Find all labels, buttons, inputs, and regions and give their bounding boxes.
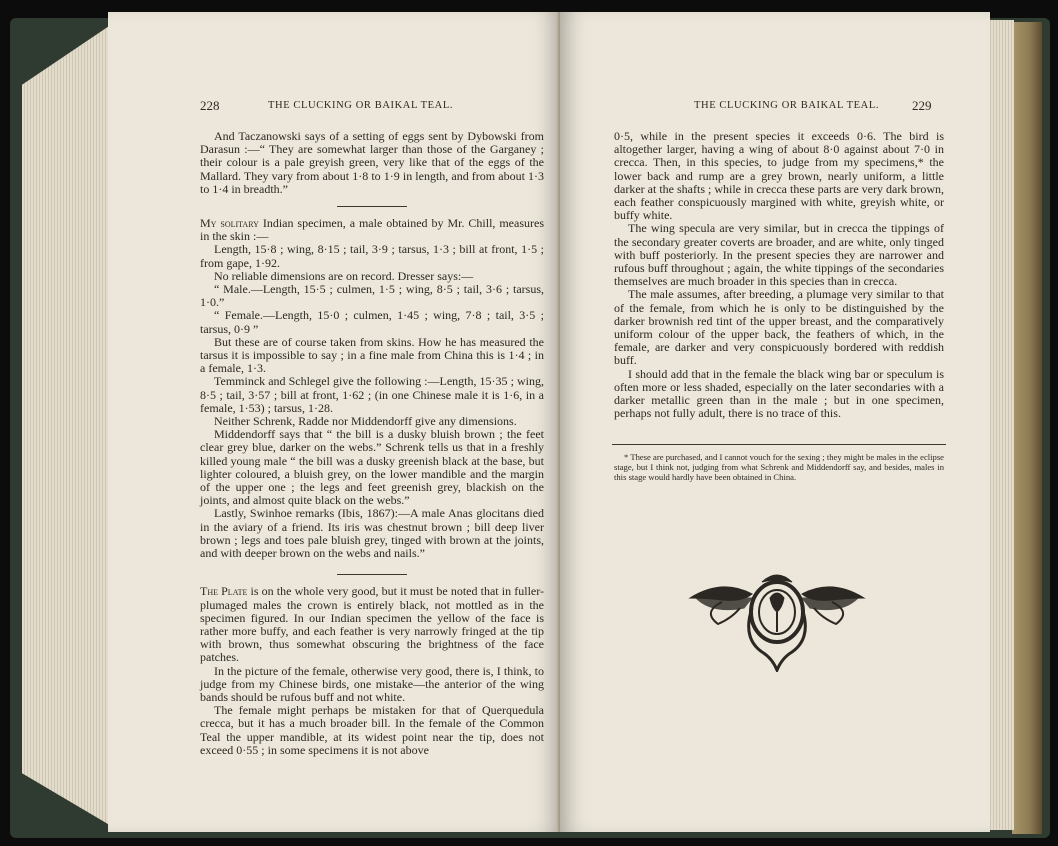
paragraph: Middendorff says that “ the bill is a dusky bluish brown ; the feet clear grey blue, darker on the webs.” Schrenk tells us that in a freshly killed young male “ the bill was a dusky greenish black at the base, but lighter coloured, a bluish grey, on the lower mandible and the margin of the upper one ; the legs and feet greenish grey, blackish on the joints, and almost quite black on the webs.” bbox=[200, 427, 544, 508]
paragraph-text: is on the whole very good, but it must be noted that in fuller-plumaged males the crown is entirely black, not mottled as in the specimen figured. In our Indian specimen the yellow of the face is rather more buffy, and each feather is very narrowly fringed at the tip with brown, thus somewhat obscuring the brightness of the face patches. bbox=[200, 584, 544, 665]
small-caps-lead: The Plate bbox=[200, 584, 248, 599]
paragraph: Temminck and Schlegel give the following :—Length, 15·35 ; wing, 8·5 ; tail, 3·57 ; bill at front, 1·62 ; (in one Chinese male it is 1·6, in a female, 1·53) ; tarsus, 1·28. bbox=[200, 374, 544, 415]
paragraph: I should add that in the female the black wing bar or speculum is often more or less shaded, especially on the later secondaries with a darker metallic green than in the male ; but in one specimen, perhaps not fully adult, there is no trace of this. bbox=[614, 366, 944, 421]
paragraph: “ Female.—Length, 15·0 ; culmen, 1·45 ; wing, 7·8 ; tail, 3·5 ; tarsus, 0·9 ” bbox=[200, 308, 544, 336]
section-rule bbox=[337, 574, 407, 575]
small-caps-lead: My solitary bbox=[200, 216, 259, 231]
page-number: 229 bbox=[912, 98, 932, 113]
paragraph: The male assumes, after breeding, a plumage very similar to that of the female, from which he is only to be distinguished by the darker brownish red tint of the upper breast, and the comparatively uniform colour of the upper back, the feathers of which, in the female, are darker and very conspicuously bordered with reddish buff. bbox=[614, 287, 944, 368]
paragraph: In the picture of the female, otherwise very good, there is, I think, to judge from my Chinese birds, one mistake—the anterior of the wing bands should be rufous buff and not white. bbox=[200, 663, 544, 704]
paragraph: The female might perhaps be mistaken for that of Querquedula crecca, but it has a much broader bill. In the female of the Common Teal the upper mandible, at its widest point near the tip, does not exceed 0·55 ; in some specimens it is not above bbox=[200, 703, 544, 757]
book-spine-edge bbox=[1012, 22, 1042, 834]
section-rule bbox=[337, 206, 407, 207]
paragraph: Length, 15·8 ; wing, 8·15 ; tail, 3·9 ; tarsus, 1·3 ; bill at front, 1·5 ; from gape, 1·92. bbox=[200, 242, 544, 270]
footnote bbox=[614, 452, 944, 482]
paragraph: No reliable dimensions are on record. Dresser says:— bbox=[214, 268, 474, 283]
tailpiece-ornament-icon bbox=[682, 568, 872, 672]
paragraph: Neither Schrenk, Radde nor Middendorff give any dimensions. bbox=[214, 414, 517, 429]
footnote-rule bbox=[612, 444, 946, 445]
right-text-column bbox=[614, 130, 944, 420]
page-edges-left bbox=[22, 20, 118, 830]
running-head: THE CLUCKING OR BAIKAL TEAL. bbox=[268, 100, 454, 111]
paragraph: “ Male.—Length, 15·5 ; culmen, 1·5 ; wing, 8·5 ; tail, 3·6 ; tarsus, 1·0.” bbox=[200, 282, 544, 310]
paragraph-text: Indian specimen, a male obtained by Mr. Chill, measures in the skin :— bbox=[200, 216, 544, 244]
paragraph: But these are of course taken from skins. How he has measured the tarsus it is impossible to say ; in a fine male from China this is 1·4 ; in a female, 1·3. bbox=[200, 334, 544, 376]
left-page bbox=[108, 12, 560, 832]
page-edges-right bbox=[988, 20, 1014, 830]
footnote-text: * These are purchased, and I cannot vouch for the sexing ; they might be males in the eclipse stage, but I think not, judging from what Schrenk and Middendorff say, and besides, males in this stage would hardly have been obtained in China. bbox=[614, 452, 944, 482]
paragraph: Lastly, Swinhoe remarks (Ibis, 1867):—A male Anas glocitans died in the aviary of a friend. Its iris was chestnut brown ; bill deep liver brown ; legs and toes pale bluish grey, tinged with brown at the joints, and with deeper brown on the webs and nails.” bbox=[200, 506, 544, 561]
paragraph: The wing specula are very similar, but in crecca the tippings of the secondary greater coverts are broader, and are white, only tinged with buff posteriorly. In the present species they are narrower and rufous buff throughout ; again, the white tippings of the secondaries themselves are much broader in this species than in crecca. bbox=[614, 221, 944, 289]
left-text-column bbox=[200, 130, 544, 757]
paragraph bbox=[200, 585, 544, 664]
page-number: 228 bbox=[200, 98, 220, 113]
paragraph: And Taczanowski says of a setting of eggs sent by Dybowski from Darasun :—“ They are somewhat larger than those of the Garganey ; their colour is a pale greyish green, very like that of the eggs of the Mallard. They vary from about 1·8 to 1·9 in length, and from about 1·3 to 1·4 in breadth.” bbox=[200, 129, 544, 196]
paragraph bbox=[200, 217, 544, 243]
paragraph: 0·5, while in the present species it exceeds 0·6. The bird is altogether larger, having a wing of about 8·0 against about 7·0 in crecca. Then, in this species, to judge from my specimens,* the lower back and rump are a grey brown, nearly uniform, a little darker at the shafts ; while in crecca these parts are very dark brown, each feather conspicuously margined with white, greyish white, or buffy white. bbox=[614, 129, 944, 223]
running-head: THE CLUCKING OR BAIKAL TEAL. bbox=[694, 100, 880, 111]
right-page bbox=[560, 12, 990, 832]
